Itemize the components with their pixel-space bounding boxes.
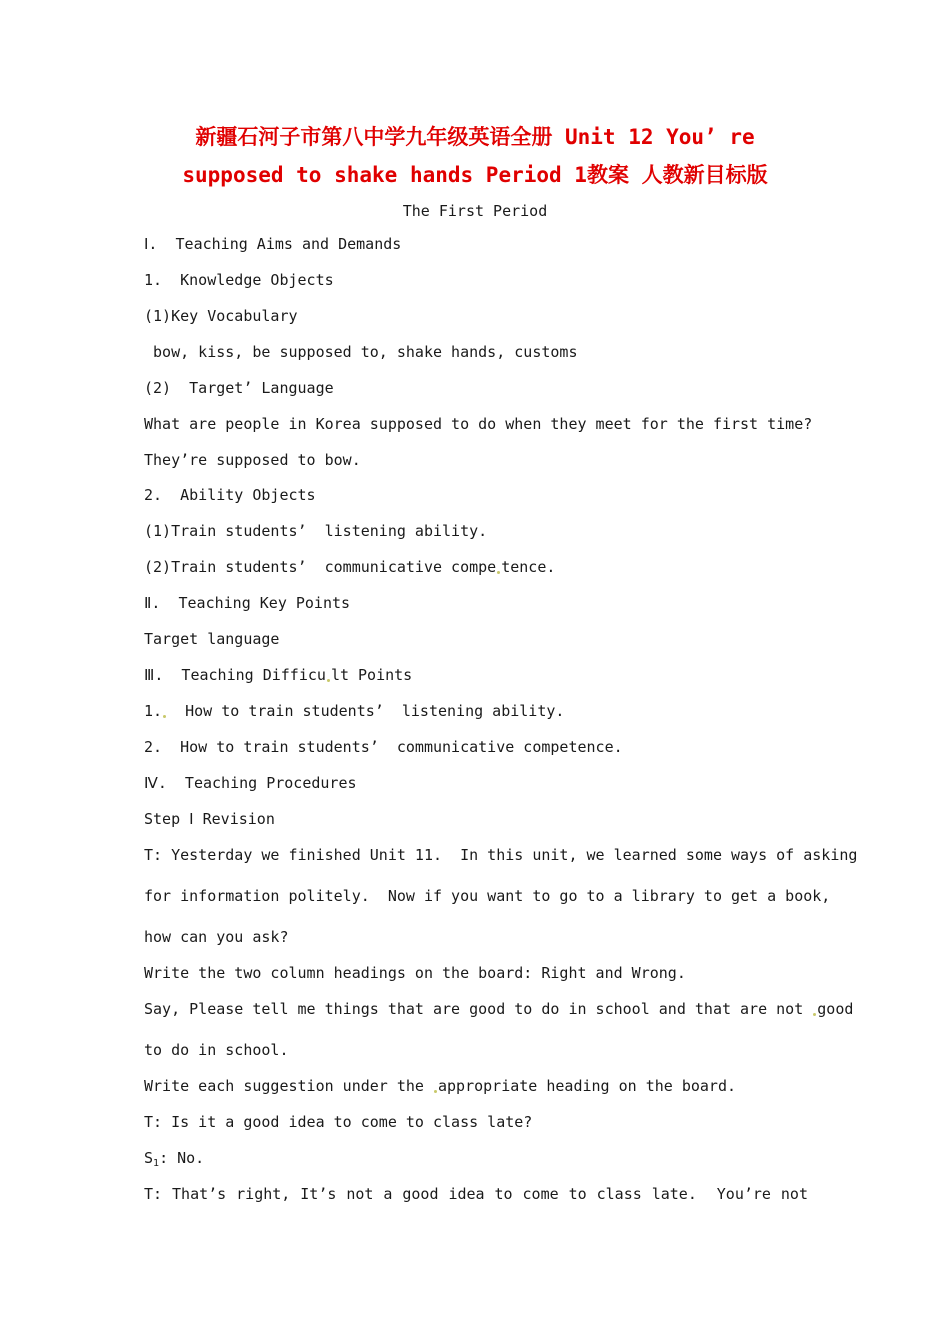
- section-heading-aims: Ⅰ. Teaching Aims and Demands: [144, 235, 402, 253]
- text-segment: 1.: [144, 702, 163, 720]
- paragraph-line: [144, 1075, 736, 1097]
- text-segment: Ⅲ. Teaching Difficu: [144, 666, 326, 684]
- paragraph-line: for information politely. Now if you want to go to a library to get a book,: [144, 887, 831, 905]
- mark-dot: [434, 1090, 437, 1093]
- key-vocabulary-heading: (1)Key Vocabulary: [144, 307, 298, 325]
- vocabulary-list: bow, kiss, be supposed to, shake hands, customs: [144, 343, 578, 361]
- ability-objects-heading: 2. Ability Objects: [144, 486, 316, 504]
- text-segment: lt Points: [330, 666, 413, 684]
- section-heading-key-points: Ⅱ. Teaching Key Points: [144, 594, 351, 612]
- knowledge-objects-heading: 1. Knowledge Objects: [144, 271, 334, 289]
- step-heading-revision: Step Ⅰ Revision: [144, 810, 275, 828]
- title-line-2: supposed to shake hands Period 1教案 人教新目标版: [182, 163, 768, 187]
- mark-dot: [163, 715, 166, 718]
- text-segment: Say, Please tell me things that are good to do in school and that are not: [144, 1000, 813, 1018]
- title-line-1: 新疆石河子市第八中学九年级英语全册 Unit 12 You’ re: [195, 125, 755, 149]
- text-segment: good: [817, 1000, 854, 1018]
- key-points-text: Target language: [144, 630, 280, 648]
- section-heading-difficult-points: [144, 664, 412, 686]
- mark-dot: [497, 571, 500, 574]
- text-segment: appropriate heading on the board.: [437, 1077, 736, 1095]
- dialogue-line-student: [144, 1147, 204, 1175]
- text-segment: tence.: [501, 558, 556, 576]
- ability-item-listening: (1)Train students’ listening ability.: [144, 522, 488, 540]
- speaker-label: S: [144, 1149, 154, 1167]
- ability-item-communicative: [144, 556, 555, 578]
- target-question: What are people in Korea supposed to do when they meet for the first time?: [144, 415, 813, 433]
- document-title: [0, 118, 950, 194]
- mark-dot: [327, 679, 330, 682]
- text-segment: How to train students’ listening ability.: [167, 702, 565, 720]
- speaker-subscript: 1: [153, 1158, 160, 1169]
- target-answer: They’re supposed to bow.: [144, 451, 361, 469]
- paragraph-line: Write the two column headings on the board: Right and Wrong.: [144, 964, 686, 982]
- dialogue-line-teacher: T: That’s right, It’s not a good idea to come to class late. You’re not: [144, 1185, 808, 1203]
- text-segment: (2)Train students’ communicative compe: [144, 558, 497, 576]
- difficult-point-1: [144, 700, 564, 722]
- dialogue-line-teacher: T: Is it a good idea to come to class late?: [144, 1113, 533, 1131]
- paragraph-line: to do in school.: [144, 1041, 289, 1059]
- mark-dot: [813, 1013, 816, 1016]
- text-segment: Write each suggestion under the: [144, 1077, 433, 1095]
- paragraph-line: how can you ask?: [144, 928, 289, 946]
- target-language-heading: (2) Target’ Language: [144, 379, 334, 397]
- dialogue-text: : No.: [159, 1149, 205, 1167]
- paragraph-line: T: Yesterday we finished Unit 11. In this unit, we learned some ways of asking: [144, 846, 858, 864]
- paragraph-line: [144, 998, 853, 1020]
- section-heading-procedures: Ⅳ. Teaching Procedures: [144, 774, 357, 792]
- period-subtitle: The First Period: [402, 202, 548, 220]
- difficult-point-2: 2. How to train students’ communicative competence.: [144, 738, 623, 756]
